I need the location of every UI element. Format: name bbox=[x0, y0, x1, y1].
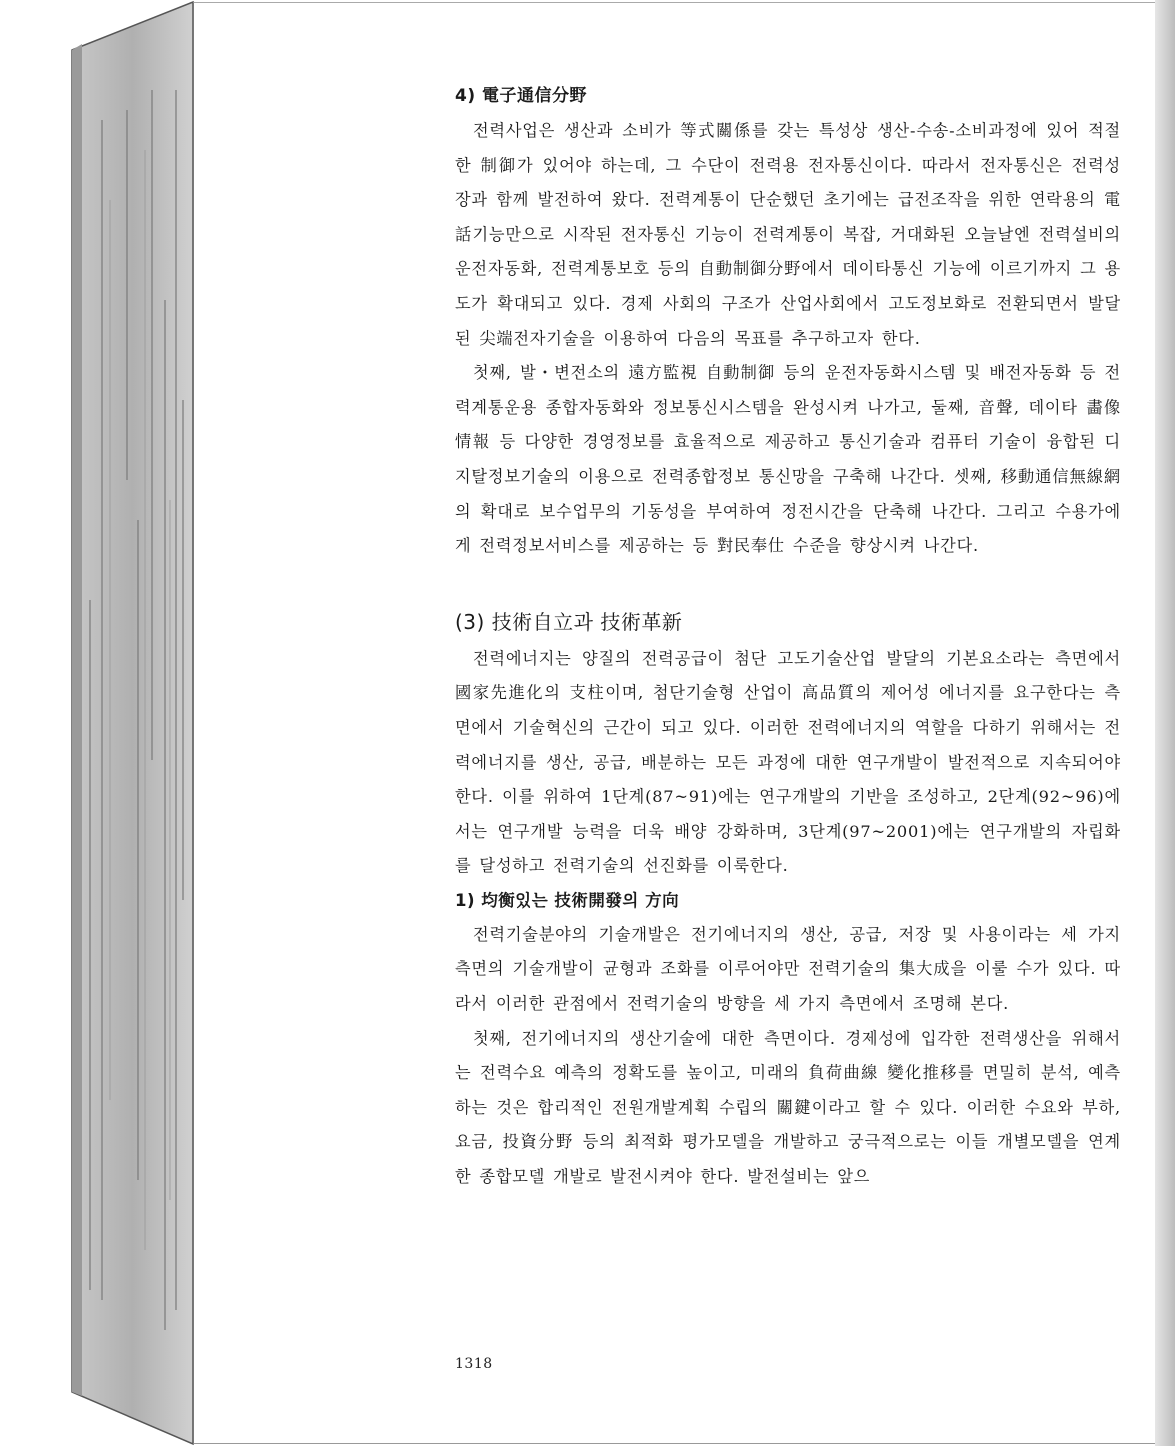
page-shadow bbox=[1155, 0, 1175, 1446]
paragraph: 첫째, 전기에너지의 생산기술에 대한 측면이다. 경제성에 입각한 전력생산을 위해서는 전력수요 예측의 정확도를 높이고, 미래의 負荷曲線 變化推移를 면밀히 분석, 예측하는 것은 합리적인 전원개발계획 수립의 關鍵이라고 할 수 있다. 이러한 수요와 부하, 요금, 投資分野 등의 최적화 평가모델을 개발하고 궁극적으로는 이들 개별모델을 연계한 종합모델 개발로 발전시켜야 한다. 발전설비는 앞으 bbox=[455, 1028, 1121, 1187]
page-content bbox=[455, 78, 1121, 1195]
paragraph: 첫째, 발・변전소의 遠方監視 自動制御 등의 운전자동화시스템 및 배전자동화 등 전력계통운용 종합자동화와 정보통신시스템을 완성시켜 나가고, 둘째, 音聲, 데이타 畵像情報 등 다양한 경영정보를 효율적으로 제공하고 통신기술과 컴퓨터 기술이 융합된 디지탈정보기술의 이용으로 전력종합정보 통신망을 구축해 나간다. 셋째, 移動通信無線網의 확대로 보수업무의 기동성을 부여하여 정전시간을 단축해 나간다. 그리고 수용가에게 전력정보서비스를 제공하는 등 對民奉仕 수준을 향상시켜 나간다. bbox=[455, 363, 1121, 556]
paragraph: 전력에너지는 양질의 전력공급이 첨단 고도기술산업 발달의 기본요소라는 측면에서 國家先進化의 支柱이며, 첨단기술형 산업이 高品質의 제어성 에너지를 요구한다는 측면에서 기술혁신의 근간이 되고 있다. 이러한 전력에너지의 역할을 다하기 위해서는 전력에너지를 생산, 공급, 배분하는 모든 과정에 대한 연구개발이 발전적으로 지속되어야 한다. 이를 위하여 1단계(87~91)에는 연구개발의 기반을 조성하고, 2단계(92~96)에서는 연구개발 능력을 더욱 배양 강화하며, 3단계(97~2001)에는 연구개발의 자립화를 달성하고 전력기술의 선진화를 이룩한다. bbox=[455, 648, 1121, 876]
section-heading-technology-independence: (3) 技術自立과 技術革新 bbox=[455, 609, 683, 634]
paragraph: 전력기술분야의 기술개발은 전기에너지의 생산, 공급, 저장 및 사용이라는 세 가지 측면의 기술개발이 균형과 조화를 이루어야만 전력기술의 集大成을 이룰 수가 있다. 따라서 이러한 관점에서 전력기술의 방향을 세 가지 측면에서 조명해 본다. bbox=[455, 924, 1121, 1014]
section-heading-balanced-development: 1) 均衡있는 技術開發의 方向 bbox=[455, 890, 680, 910]
page-number: 1318 bbox=[455, 1356, 493, 1372]
section-heading-electronic-communication: 4) 電子通信分野 bbox=[455, 86, 588, 106]
book-edge bbox=[0, 0, 200, 1446]
paragraph: 전력사업은 생산과 소비가 等式關係를 갖는 특성상 생산-수송-소비과정에 있어 적절한 制御가 있어야 하는데, 그 수단이 전력용 전자통신이다. 따라서 전자통신은 전력성장과 함께 발전하여 왔다. 전력계통이 단순했던 초기에는 급전조작을 위한 연락용의 電話기능만으로 시작된 전자통신 기능이 전력계통이 복잡, 거대화된 오늘날엔 전력설비의 운전자동화, 전력계통보호 등의 自動制御分野에서 데이타통신 기능에 이르기까지 그 용도가 확대되고 있다. 경제 사회의 구조가 산업사회에서 고도정보화로 전환되면서 발달된 尖端전자기술을 이용하여 다음의 목표를 추구하고자 한다. bbox=[455, 121, 1121, 348]
